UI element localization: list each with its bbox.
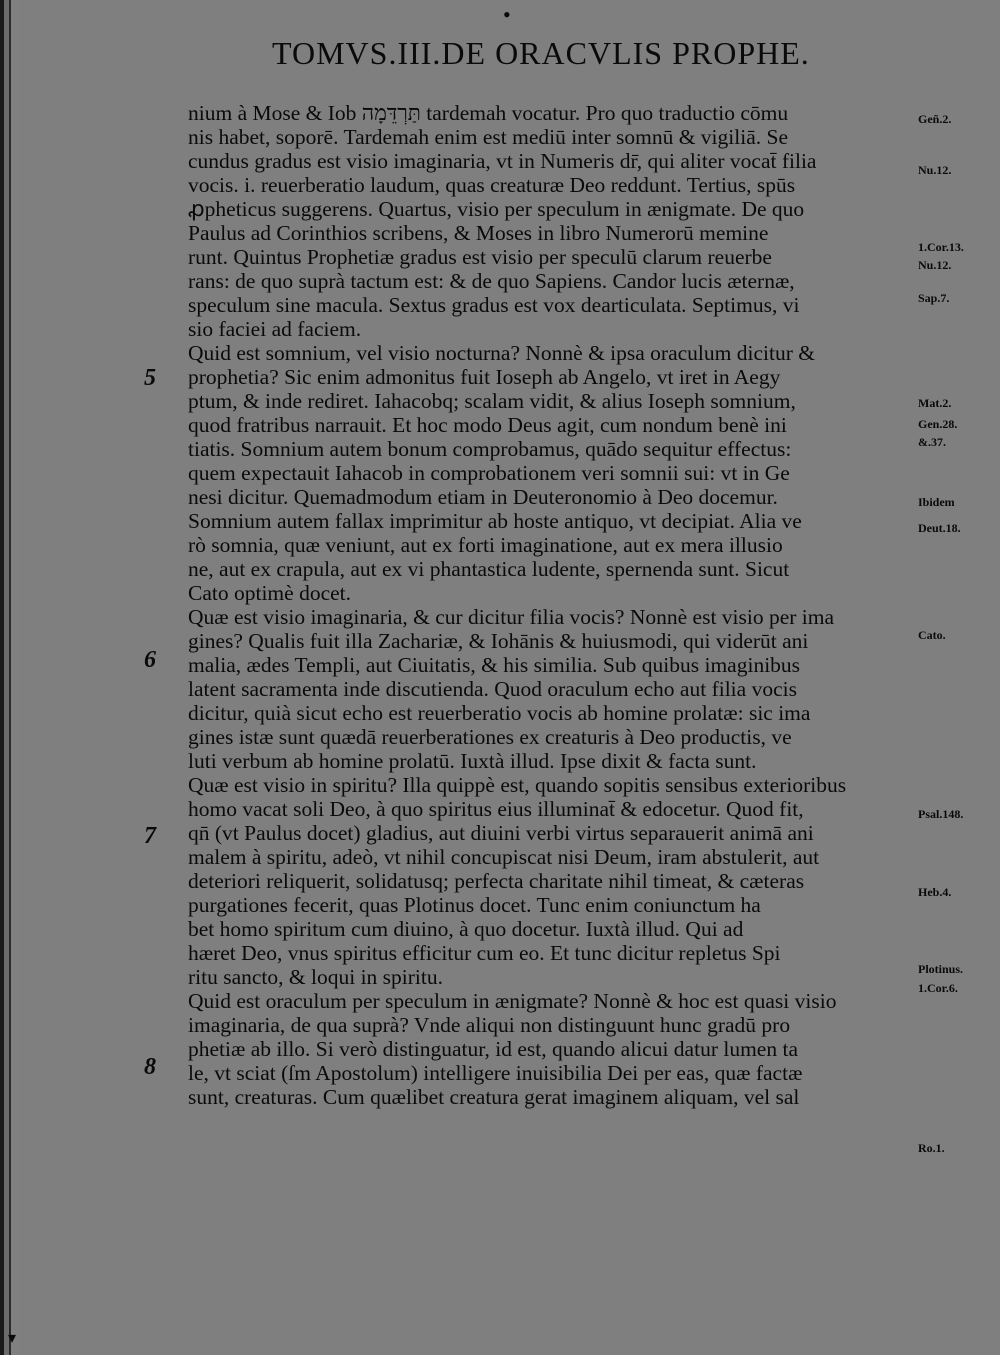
text-line: Quid est oraculum per speculum in ænigmate? Nonnè & hoc est quasi visio	[188, 989, 837, 1013]
text-line: rans: de quo suprà tactum est: & de quo Sapiens. Candor lucis æternæ,	[188, 269, 795, 293]
text-line: qn̄ (vt Paulus docet) gladius, aut diuini verbi virtus separauerit animā ani	[188, 821, 814, 845]
text-line: hæret Deo, vnus spiritus efficitur cum eo. Et tunc dicitur repletus Spi	[188, 941, 781, 965]
margin-note: Nu.12.	[918, 163, 952, 177]
margin-note: Mat.2.	[918, 396, 952, 410]
text-line: luti verbum ab homine prolatū. Iuxtà illud. Ipse dixit & facta sunt.	[188, 749, 757, 773]
margin-note: 1.Cor.13.	[918, 240, 964, 254]
text-line: tiatis. Somnium autem bonum comprobamus, quādo sequitur effectus:	[188, 437, 792, 461]
text-line: nium à Mose & Iob תַּרְדֵּמָה tardemah vocatur. Pro quo traductio cōmu	[188, 101, 789, 125]
text-line: ne, aut ex crapula, aut ex vi phantastica ludente, spernenda sunt. Sicut	[188, 557, 790, 581]
text-line: phetiæ ab illo. Si verò distinguatur, id est, quando alicui datur lumen ta	[188, 1037, 798, 1061]
margin-note: Cato.	[918, 628, 946, 642]
text-line: quem expectauit Iahacob in comprobationem veri somnii sui: vt in Ge	[188, 461, 790, 485]
text-line: ritu sancto, & loqui in spiritu.	[188, 965, 443, 989]
section-number: 5	[144, 365, 156, 391]
section-number: 6	[144, 647, 156, 673]
text-line: bet homo spiritum cum diuino, à quo docetur. Iuxtà illud. Qui ad	[188, 917, 744, 941]
text-line	[188, 1109, 900, 1133]
margin-note: &.37.	[918, 435, 946, 449]
text-line: Quid est somnium, vel visio nocturna? Nonnè & ipsa oraculum dicitur &	[188, 341, 815, 365]
text-line: gines? Qualis fuit illa Zachariæ, & Iohānis & huiusmodi, qui viderūt ani	[188, 629, 809, 653]
text-line: Paulus ad Corinthios scribens, & Moses in libro Numerorū memine	[188, 221, 769, 245]
text-line: Somnium autem fallax imprimitur ab hoste antiquo, vt decipiat. Alia ve	[188, 509, 802, 533]
margin-note: 1.Cor.6.	[918, 981, 958, 995]
text-line: malem à spiritu, adeò, vt nihil concupiscat nisi Deum, iram abstulerit, aut	[188, 845, 820, 869]
text-line: gines istæ sunt quædā reuerberationes ex creaturis à Deo productis, ve	[188, 725, 792, 749]
margin-note: Geñ.2.	[918, 112, 952, 126]
book-gutter	[0, 0, 18, 1355]
margin-note: Sap.7.	[918, 291, 950, 305]
margin-note: Psal.148.	[918, 807, 964, 821]
text-line: purgationes fecerit, quas Plotinus docet. Tunc enim coniunctum ha	[188, 893, 761, 917]
text-line: speculum sine macula. Sextus gradus est vox dearticulata. Septimus, vi	[188, 293, 800, 317]
text-line: latent sacramenta inde discutienda. Quod oraculum echo aut filia vocis	[188, 677, 797, 701]
text-line: sio faciei ad faciem.	[188, 317, 362, 341]
text-line: Quæ est visio imaginaria, & cur dicitur filia vocis? Nonnè est visio per ima	[188, 605, 835, 629]
text-line: malia, ædes Templi, aut Ciuitatis, & his similia. Sub quibus imaginibus	[188, 653, 801, 677]
margin-note: Deut.18.	[918, 521, 961, 535]
text-line: Quæ est visio in spiritu? Illa quippè est, quando sopitis sensibus exterioribus	[188, 773, 847, 797]
text-line: Cato optimè docet.	[188, 581, 352, 605]
text-line: le, vt sciat (ſm Apostolum) intelligere inuisibilia Dei per eas, quæ factæ	[188, 1061, 803, 1085]
margin-note: Plotinus.	[918, 962, 964, 976]
margin-note: Ibidem	[918, 495, 955, 509]
text-line: ptum, & inde rediret. Iahacobq; scalam vidit, & alius Ioseph somnium,	[188, 389, 796, 413]
text-line: homo vacat soli Deo, à quo spiritus eius illuminat̄ & edocetur. Quod fit,	[188, 797, 804, 821]
text-line: dicitur, quià sicut echo est reuerberatio vocis ab homine prolatæ: sic ima	[188, 701, 811, 725]
section-number: 7	[144, 823, 156, 849]
margin-note: Nu.12.	[918, 258, 952, 272]
margin-note: Heb.4.	[918, 885, 952, 899]
text-line: rò somnia, quæ veniunt, aut ex forti imaginatione, aut ex mera illusio	[188, 533, 783, 557]
text-line: ꝓpheticus suggerens. Quartus, visio per speculum in ænigmate. De quo	[188, 197, 805, 221]
text-line: prophetia? Sic enim admonitus fuit Ioseph ab Angelo, vt iret in Aegy	[188, 365, 781, 389]
text-line: vocis. i. reuerberatio laudum, quas creaturæ Deo reddunt. Tertius, spūs	[188, 173, 796, 197]
page-mark-top: •	[503, 2, 511, 27]
text-line: deteriori reliquerit, solidatusq; perfecta charitate nihil timeat, & cæteras	[188, 869, 805, 893]
text-line: sunt, creaturas. Cum quælibet creatura gerat imaginem aliquam, vel sal	[188, 1085, 800, 1109]
text-line: nis habet, soporē. Tardemah enim est mediū inter somnū & vigiliā. Se	[188, 125, 788, 149]
text-line: quod fratribus narrauit. Et hoc modo Deus agit, cum nondum benè ini	[188, 413, 787, 437]
page-mark-bottom: ▾	[8, 1330, 17, 1347]
text-line: imaginaria, de qua suprà? Vnde aliqui non distinguunt hunc gradū pro	[188, 1013, 791, 1037]
running-header: TOMVS.III.DE ORACVLIS PROPHE.	[272, 35, 810, 71]
text-line: cundus gradus est visio imaginaria, vt in Numeris dr̄, qui aliter vocat̄ filia	[188, 149, 817, 173]
text-line: nesi dicitur. Quemadmodum etiam in Deuteronomio à Deo docemur.	[188, 485, 778, 509]
margin-note: Gen.28.	[918, 417, 958, 431]
section-number: 8	[144, 1054, 156, 1080]
text-line: runt. Quintus Prophetiæ gradus est visio per speculū clarum reuerbe	[188, 245, 772, 269]
margin-note: Ro.1.	[918, 1141, 945, 1155]
